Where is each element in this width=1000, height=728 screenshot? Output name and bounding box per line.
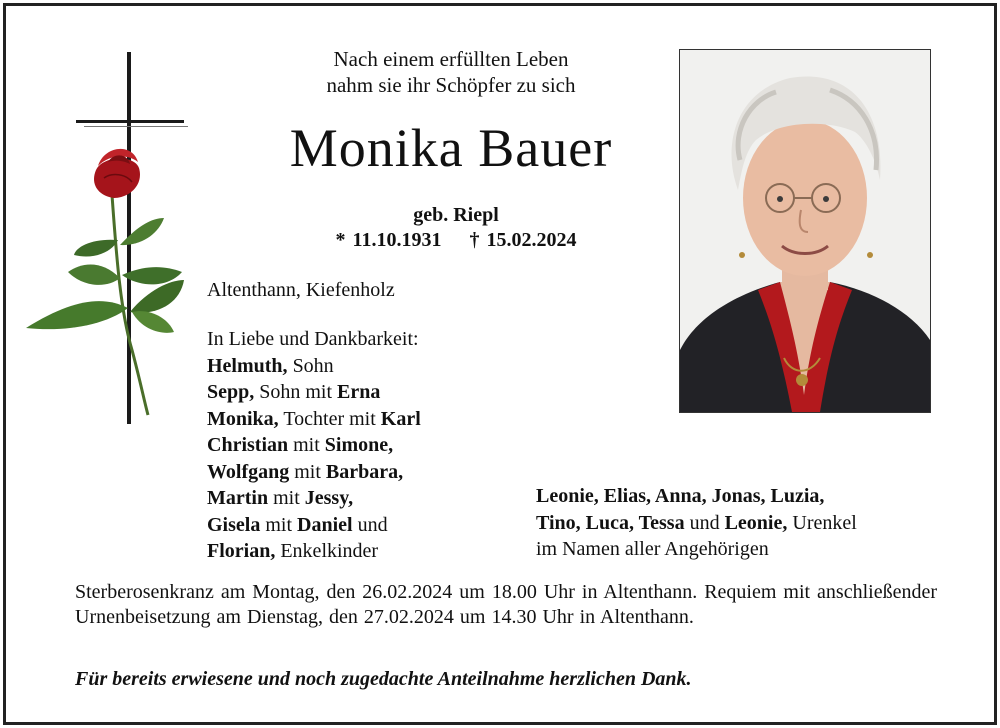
portrait-image (680, 50, 930, 412)
relation-text: mit (268, 487, 305, 509)
name-text: Monika, (207, 407, 279, 430)
great-grandchildren-line (536, 483, 857, 510)
name-text: Sepp, (207, 381, 255, 403)
relation-text: mit (289, 460, 326, 483)
family-lines (207, 353, 421, 565)
family-heading: In Liebe und Dankbarkeit: (207, 328, 419, 350)
name-text: Barbara, (325, 460, 404, 483)
family-member-line (207, 353, 421, 380)
relation-text: Enkelkinder (275, 540, 379, 562)
relation-text: Sohn mit (254, 381, 338, 403)
life-dates (306, 227, 606, 253)
maiden-name: geb. Riepl (413, 204, 499, 226)
obituary-notice (3, 3, 997, 725)
relation-text: Urenkel (787, 511, 857, 534)
relation-text: Tochter mit (278, 407, 381, 430)
relation-text: Sohn (287, 354, 334, 377)
name-text: Helmuth, (207, 354, 288, 377)
service-details: Sterberosenkranz am Montag, den 26.02.2024 um 18.00 Uhr in Altenthann. Requiem mit anschließender Urnenbeisetzung am Dienstag, den 27.02.2024 um 14.30 Uhr in Altenthann. (75, 581, 937, 628)
name-text: Christian (207, 434, 289, 456)
family-member-line (207, 379, 421, 406)
name-text: Simone, (324, 434, 394, 456)
intro-line-2: nahm sie ihr Schöpfer zu sich (326, 73, 576, 97)
great-grandchildren-line (536, 536, 857, 563)
name-text: Gisela (207, 513, 261, 536)
residence: Altenthann, Kiefenholz (207, 279, 395, 301)
name-text: Leonie, Elias, Anna, Jonas, Luzia, (536, 485, 825, 507)
intro-line-1: Nach einem erfüllten Leben (333, 47, 569, 71)
death-date: † 15.02.2024 (469, 229, 577, 251)
intro-verse (256, 46, 646, 98)
relation-text: im Namen aller Angehörigen (536, 538, 769, 560)
name-text: Karl (380, 407, 421, 430)
relation-text: und (684, 511, 725, 534)
family-member-line (207, 459, 421, 486)
relation-text: mit (288, 434, 325, 456)
name-text: Daniel (297, 513, 353, 536)
family-member-line (207, 512, 421, 539)
family-member-line (207, 485, 421, 512)
deceased-name: Monika Bauer (289, 118, 613, 178)
name-text: Erna (337, 381, 381, 403)
name-text: Wolfgang (207, 460, 290, 483)
name-text: Tino, Luca, Tessa (536, 511, 685, 534)
portrait-photo (679, 49, 931, 413)
thanks-line: Für bereits erwiesene und noch zugedachte Anteilnahme herzlichen Dank. (75, 668, 692, 690)
great-grandchildren-list (536, 483, 857, 563)
family-list (207, 326, 421, 565)
family-member-line (207, 432, 421, 459)
family-member-line (207, 406, 421, 433)
name-text: Martin (207, 487, 269, 509)
name-text: Leonie, (724, 511, 788, 534)
relation-text: und (352, 513, 388, 536)
relation-text: mit (260, 513, 298, 536)
family-member-line (207, 538, 421, 565)
great-grandchildren-line (536, 510, 857, 537)
name-text: Jessy, (304, 487, 354, 509)
name-text: Florian, (207, 540, 276, 562)
birth-date: * 11.10.1931 (335, 229, 442, 251)
cross-with-rose-image (24, 50, 204, 430)
